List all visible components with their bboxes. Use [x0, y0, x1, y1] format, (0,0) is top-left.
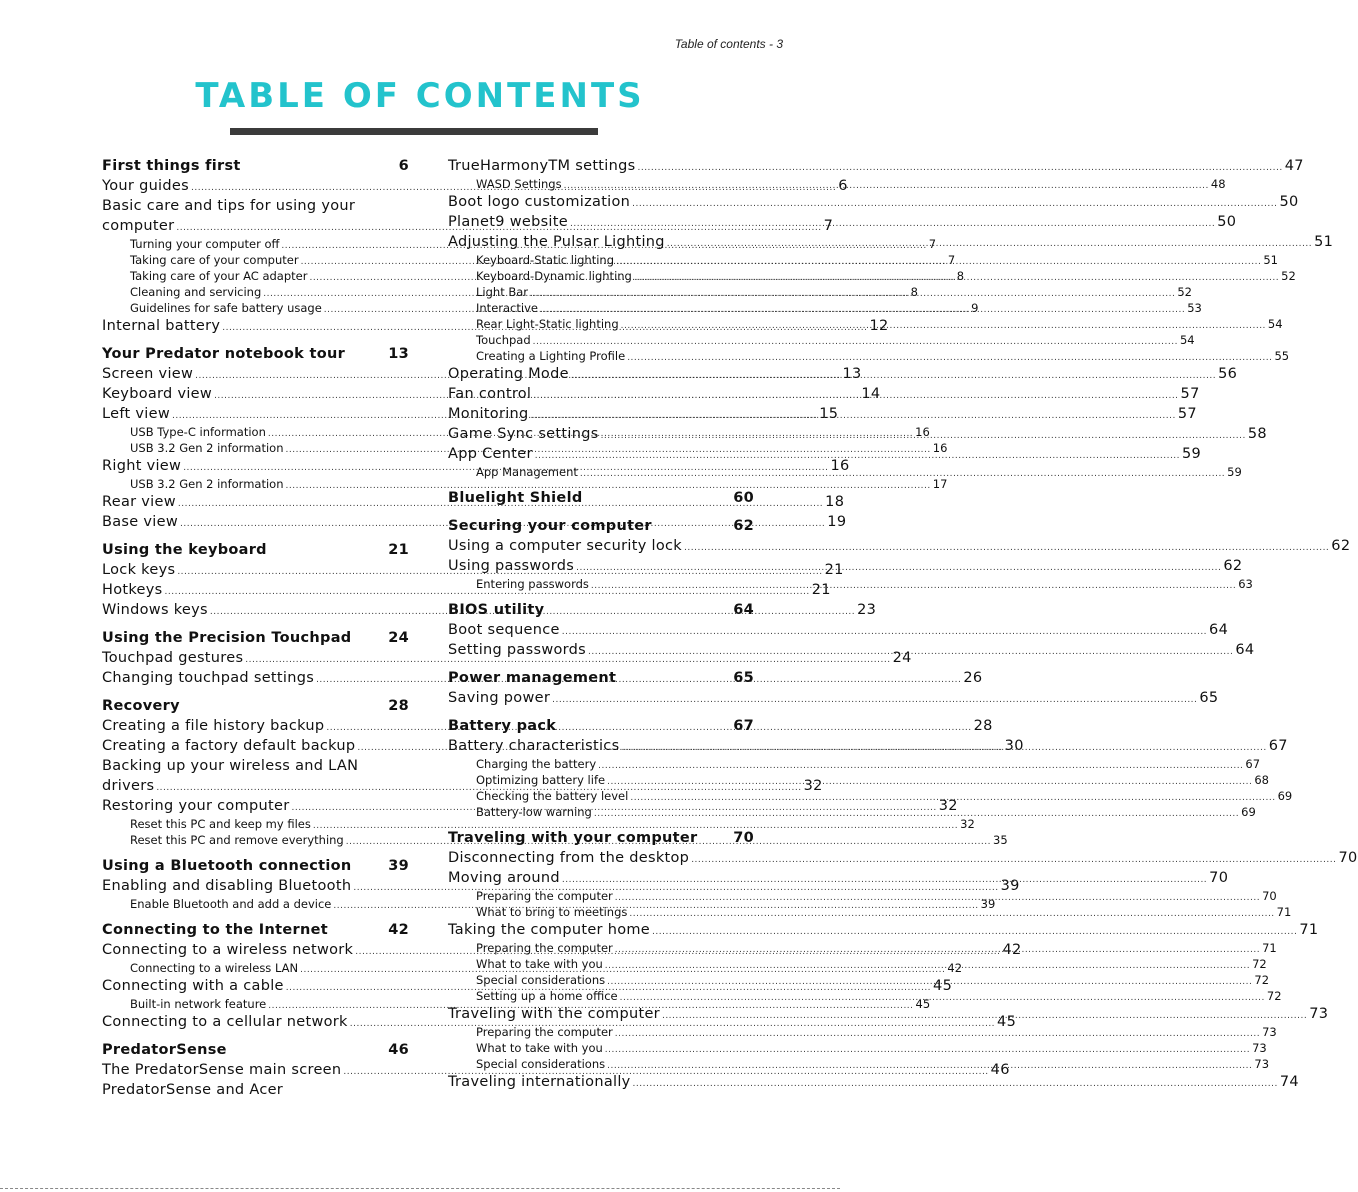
toc-section-heading[interactable]	[102, 344, 409, 364]
toc-entry-title: USB Type-C information	[130, 425, 266, 439]
toc-page-number: 74	[1279, 1074, 1299, 1090]
toc-page-number: 39	[980, 897, 996, 911]
toc-page-number: 8	[956, 269, 965, 283]
toc-dot-leader	[616, 254, 1261, 270]
toc-entry-title: Optimizing battery life	[476, 773, 606, 787]
toc-subentry[interactable]	[448, 348, 1290, 364]
toc-page-number: 57	[1177, 406, 1197, 422]
toc-page-number: 54	[1267, 317, 1283, 331]
toc-page-number: 51	[1314, 234, 1334, 250]
toc-page-number: 70	[1338, 850, 1358, 866]
toc-entry-title: Cleaning and servicing	[130, 285, 262, 299]
toc-subentry[interactable]	[448, 1040, 1267, 1056]
toc-entry-title: Base view	[102, 514, 179, 530]
toc-entry-title: Adjusting the Pulsar Lighting	[448, 234, 665, 250]
toc-page-number: 48	[1210, 177, 1226, 191]
toc-entry-title: Restoring your computer	[102, 798, 290, 814]
toc-page-number: 8	[910, 285, 918, 299]
toc-page-number: 50	[1279, 194, 1299, 210]
toc-entry[interactable]	[448, 192, 1299, 212]
toc-dot-leader	[540, 302, 1185, 318]
toc-section-heading[interactable]	[102, 1040, 409, 1060]
toc-page-number: 6	[398, 158, 409, 174]
toc-entry-title: Rear view	[102, 494, 176, 510]
toc-page-number: 63	[1238, 577, 1253, 591]
toc-page-number: 70	[1262, 889, 1277, 903]
toc-entry-title: Taking care of your AC adapter	[130, 269, 308, 283]
toc-dot-leader	[576, 558, 1221, 578]
toc-dot-leader	[607, 974, 1252, 990]
toc-entry-title: Creating a Lighting Profile	[476, 349, 626, 363]
toc-subentry[interactable]	[448, 176, 1226, 192]
toc-entry-title: Disconnecting from the desktop	[448, 850, 690, 866]
toc-page-number: 42	[947, 961, 963, 975]
toc-page-number: 67	[1245, 757, 1261, 771]
toc-page-number: 16	[830, 458, 850, 474]
toc-entry-title: computer	[102, 218, 175, 234]
toc-entry-title: Using the Precision Touchpad	[102, 630, 352, 646]
title-underline	[230, 128, 598, 135]
toc-entry[interactable]	[448, 620, 1229, 640]
toc-entry-title: Preparing the computer	[476, 889, 613, 903]
toc-page-number: 73	[1254, 1057, 1270, 1071]
toc-entry-title: Reset this PC and keep my files	[130, 817, 311, 831]
toc-dot-leader	[615, 1026, 1260, 1042]
toc-page-number: 7	[928, 237, 937, 251]
toc-entry-title: Using the keyboard	[102, 542, 267, 558]
toc-section-heading[interactable]	[102, 696, 409, 716]
toc-entry-title: Bluelight Shield	[448, 490, 583, 506]
toc-dot-leader	[601, 426, 1246, 446]
toc-subentry[interactable]	[448, 284, 1192, 300]
toc-dot-leader	[535, 446, 1180, 466]
toc-page-number: 69	[1241, 805, 1256, 819]
toc-entry-title: Using passwords	[448, 558, 575, 574]
toc-page-number: 14	[861, 386, 881, 402]
toc-entry-title: Keyboard view	[102, 386, 213, 402]
toc-page-number: 62	[733, 518, 754, 534]
toc-dot-leader	[530, 286, 1175, 302]
toc-dot-leader	[632, 194, 1277, 214]
toc-entry-title: Changing touchpad settings	[102, 670, 315, 686]
toc-entry-title: Creating a factory default backup	[102, 738, 356, 754]
toc-entry-title: Rear Light-Static lighting	[476, 317, 619, 331]
toc-entry-title: Power management	[448, 670, 617, 686]
toc-dot-leader	[552, 690, 1197, 710]
toc-entry-title: Creating a file history backup	[102, 718, 325, 734]
toc-page-number: 64	[733, 602, 754, 618]
toc-entry-line[interactable]	[102, 196, 409, 216]
toc-subentry[interactable]	[448, 788, 1293, 804]
toc-page-number: 72	[1266, 989, 1282, 1003]
toc-page-number: 65	[733, 670, 754, 686]
toc-page-number: 64	[1209, 622, 1229, 638]
toc-page-number: 42	[1002, 942, 1022, 958]
toc-page-number: 62	[1223, 558, 1243, 574]
toc-page-number: 47	[1284, 158, 1304, 174]
toc-dot-leader	[684, 538, 1329, 558]
toc-entry[interactable]	[448, 536, 1351, 556]
toc-dot-leader	[531, 406, 1176, 426]
toc-page-number: 46	[990, 1062, 1010, 1078]
toc-page-number: 67	[733, 718, 754, 734]
toc-entry-title: Right view	[102, 458, 182, 474]
toc-entry-title: Your guides	[102, 178, 189, 194]
toc-page-number: 17	[932, 477, 948, 491]
toc-section-heading[interactable]	[102, 156, 409, 176]
toc-entry-title: PredatorSense and Acer	[102, 1082, 284, 1098]
toc-page-number: 28	[388, 698, 409, 714]
toc-entry-title: Keyboard-Static lighting	[476, 253, 615, 267]
toc-entry-title: Fan control	[448, 386, 532, 402]
toc-section-heading[interactable]	[102, 540, 409, 560]
toc-entry-title: Using a computer security lock	[448, 538, 683, 554]
toc-page-number: 21	[388, 542, 409, 558]
toc-entry-title: Preparing the computer	[476, 941, 613, 955]
toc-entry-title: Recovery	[102, 698, 180, 714]
toc-page-number: 6	[838, 178, 848, 194]
toc-page-number: 18	[825, 494, 845, 510]
toc-entry-title: Setting up a home office	[476, 989, 618, 1003]
toc-page-number: 57	[1180, 386, 1200, 402]
toc-dot-leader	[621, 738, 1266, 758]
toc-page-number: 24	[892, 650, 912, 666]
toc-entry-title: Securing your computer	[448, 518, 652, 534]
running-head: Table of contents - 3	[674, 37, 783, 51]
toc-subentry[interactable]	[448, 300, 1202, 316]
toc-page-number: 12	[869, 318, 889, 334]
toc-dot-leader	[571, 366, 1216, 386]
toc-entry-title: Touchpad gestures	[102, 650, 244, 666]
toc-section-heading[interactable]	[448, 828, 754, 848]
toc-page-number: 15	[819, 406, 839, 422]
toc-entry-title: Saving power	[448, 690, 551, 706]
toc-entry[interactable]	[448, 212, 1237, 232]
toc-subentry[interactable]	[448, 268, 1296, 284]
toc-entry-title: Enabling and disabling Bluetooth	[102, 878, 352, 894]
toc-dot-leader	[564, 178, 1209, 194]
toc-entry-title: Left view	[102, 406, 170, 422]
toc-page-number: 67	[1268, 738, 1288, 754]
page-bottom-rule	[0, 1188, 840, 1189]
toc-page-number: 46	[388, 1042, 409, 1058]
toc-page-number: 70	[1209, 870, 1229, 886]
toc-entry-title: Setting passwords	[448, 642, 587, 658]
toc-entry[interactable]	[448, 232, 1334, 252]
toc-entry-title: Screen view	[102, 366, 194, 382]
toc-page-number: 73	[1252, 1041, 1267, 1055]
toc-entry-title: Monitoring	[448, 406, 529, 422]
toc-section-heading[interactable]	[448, 488, 754, 508]
toc-entry-title: Battery-low warning	[476, 805, 592, 819]
toc-entry-title: TrueHarmonyTM settings	[448, 158, 636, 174]
toc-page-number: 59	[1182, 446, 1202, 462]
toc-page-number: 62	[1331, 538, 1351, 554]
toc-dot-leader	[615, 890, 1260, 906]
toc-entry-title: Basic care and tips for using your	[102, 198, 356, 214]
toc-entry-line[interactable]	[102, 1080, 409, 1100]
toc-page-number: 73	[1262, 1025, 1277, 1039]
toc-page-number: 52	[1177, 285, 1192, 299]
toc-entry[interactable]	[448, 688, 1219, 708]
toc-page-number: 71	[1262, 941, 1277, 955]
toc-page-number: 45	[997, 1014, 1017, 1030]
toc-page-number: 56	[1218, 366, 1238, 382]
toc-page-number: 13	[842, 366, 862, 382]
toc-subentry[interactable]	[448, 756, 1261, 772]
toc-dot-leader	[627, 350, 1272, 366]
toc-page-number: 39	[1000, 878, 1020, 894]
toc-subentry[interactable]	[102, 816, 975, 832]
toc-entry-title: Hotkeys	[102, 582, 163, 598]
toc-dot-leader	[605, 1042, 1250, 1058]
toc-entry[interactable]	[448, 920, 1319, 940]
toc-page-number: 13	[388, 346, 409, 362]
toc-dot-leader	[562, 622, 1207, 642]
toc-entry-title: Moving around	[448, 870, 560, 886]
toc-dot-leader	[629, 906, 1274, 922]
toc-page-number: 54	[1179, 333, 1195, 347]
toc-dot-leader	[615, 942, 1260, 958]
toc-entry-title: Traveling with your computer	[448, 830, 698, 846]
toc-entry-title: Internal battery	[102, 318, 221, 334]
toc-page-number: 69	[1277, 789, 1293, 803]
toc-entry-title: Planet9 website	[448, 214, 568, 230]
toc-entry-title: Connecting with a cable	[102, 978, 284, 994]
toc-section-heading[interactable]	[448, 668, 754, 688]
toc-dot-leader	[570, 214, 1215, 234]
toc-page-number: 32	[938, 798, 958, 814]
toc-page-number: 16	[932, 441, 948, 455]
toc-entry-title: Operating Mode	[448, 366, 569, 382]
toc-entry-title: Turning your computer off	[130, 237, 280, 251]
toc-dot-leader	[662, 1006, 1307, 1026]
toc-section-heading[interactable]	[102, 856, 409, 876]
toc-dot-leader	[691, 850, 1336, 870]
toc-subentry[interactable]	[448, 1024, 1277, 1040]
toc-entry-title: Lock keys	[102, 562, 176, 578]
toc-page-number: 72	[1252, 957, 1267, 971]
toc-dot-leader	[605, 958, 1250, 974]
toc-dot-leader	[533, 334, 1178, 350]
toc-page-number: 35	[993, 833, 1008, 847]
toc-entry-title: Reset this PC and remove everything	[130, 833, 344, 847]
toc-entry-title: Guidelines for safe battery usage	[130, 301, 322, 315]
toc-entry[interactable]	[448, 848, 1358, 868]
toc-entry-title: First things first	[102, 158, 241, 174]
toc-dot-leader	[562, 870, 1207, 890]
toc-page-number: 60	[733, 490, 754, 506]
toc-page-number: 58	[1247, 426, 1267, 442]
toc-page-number: 32	[960, 817, 975, 831]
toc-page-number: 73	[1309, 1006, 1329, 1022]
toc-entry-title: Connecting to the Internet	[102, 922, 328, 938]
toc-page-number: 24	[388, 630, 409, 646]
toc-page-number: 71	[1299, 922, 1319, 938]
toc-page-number: 16	[915, 425, 930, 439]
toc-entry-title: Battery characteristics	[448, 738, 620, 754]
toc-page-number: 39	[388, 858, 409, 874]
toc-page-number: 53	[1187, 301, 1202, 315]
toc-entry-title: Enable Bluetooth and add a device	[130, 897, 332, 911]
toc-page-number: 72	[1254, 973, 1270, 987]
toc-section-heading[interactable]	[102, 628, 409, 648]
toc-dot-leader	[667, 234, 1312, 254]
toc-entry-title: USB 3.2 Gen 2 information	[130, 477, 284, 491]
toc-entry-title: Built-in network feature	[130, 997, 267, 1011]
toc-dot-leader	[598, 758, 1243, 774]
toc-entry-title: USB 3.2 Gen 2 information	[130, 441, 284, 455]
toc-section-heading[interactable]	[102, 920, 409, 940]
toc-entry-title: Connecting to a wireless LAN	[130, 961, 299, 975]
toc-page-number: 30	[1004, 738, 1024, 754]
toc-entry-title: Game Sync settings	[448, 426, 599, 442]
toc-page-number: 23	[857, 602, 877, 618]
toc-dot-leader	[620, 990, 1265, 1006]
toc-subentry[interactable]	[448, 332, 1195, 348]
toc-entry-title: Special considerations	[476, 1057, 606, 1071]
toc-entry-title: BIOS utility	[448, 602, 545, 618]
toc-entry-title: What to bring to meetings	[476, 905, 628, 919]
toc-dot-leader	[580, 466, 1225, 482]
toc-entry[interactable]	[448, 1072, 1299, 1092]
toc-entry-title: App Management	[476, 465, 578, 479]
toc-entry-title: Traveling internationally	[448, 1074, 631, 1090]
toc-entry-title: drivers	[102, 778, 155, 794]
toc-page-number: 55	[1274, 349, 1290, 363]
toc-subentry[interactable]	[102, 476, 948, 492]
toc-page-number: 32	[803, 778, 823, 794]
toc-dot-leader	[594, 806, 1239, 822]
toc-entry-title: Battery pack	[448, 718, 557, 734]
toc-entry-title: Light Bar	[476, 285, 529, 299]
toc-entry-title: What to take with you	[476, 957, 603, 971]
toc-entry-title: Special considerations	[476, 973, 606, 987]
toc-entry-title: Traveling with the computer	[448, 1006, 660, 1022]
toc-dot-leader	[652, 922, 1297, 942]
toc-entry-title: Checking the battery level	[476, 789, 629, 803]
toc-dot-leader	[607, 1058, 1252, 1074]
toc-section-heading[interactable]	[448, 600, 754, 620]
toc-entry-title: Charging the battery	[476, 757, 597, 771]
toc-dot-leader	[533, 386, 1178, 406]
toc-entry-title: Connecting to a cellular network	[102, 1014, 348, 1030]
toc-entry[interactable]	[448, 156, 1304, 176]
toc-page-number: 64	[1235, 642, 1255, 658]
toc-entry-title: The PredatorSense main screen	[102, 1062, 342, 1078]
toc-entry-title: Connecting to a wireless network	[102, 942, 354, 958]
toc-dot-leader	[607, 774, 1252, 790]
toc-entry-title: Boot sequence	[448, 622, 560, 638]
toc-dot-leader	[621, 318, 1266, 334]
toc-page-number: 21	[824, 562, 844, 578]
toc-entry-title: Backing up your wireless and LAN	[102, 758, 359, 774]
toc-entry-title: Touchpad	[476, 333, 531, 347]
toc-entry-title: Your Predator notebook tour	[102, 346, 346, 362]
toc-section-heading[interactable]	[448, 516, 754, 536]
toc-entry-title: Taking care of your computer	[130, 253, 299, 267]
toc-entry-title: WASD Settings	[476, 177, 562, 191]
toc-dot-leader	[588, 642, 1233, 662]
toc-page-number: 9	[971, 301, 979, 315]
toc-dot-leader	[630, 790, 1275, 806]
toc-page-number: 50	[1217, 214, 1237, 230]
toc-page-number: 68	[1254, 773, 1269, 787]
toc-page-number: 19	[827, 514, 847, 530]
toc-dot-leader	[591, 578, 1236, 594]
toc-page-number: 52	[1281, 269, 1296, 283]
toc-page-number: 42	[388, 922, 409, 938]
toc-page-number: 7	[947, 253, 956, 267]
toc-subentry[interactable]	[448, 252, 1278, 268]
page-title: TABLE OF CONTENTS	[195, 76, 645, 116]
toc-page-number: 71	[1276, 905, 1292, 919]
toc-entry-title: What to take with you	[476, 1041, 603, 1055]
toc-entry-title: Keyboard-Dynamic lighting	[476, 269, 632, 283]
toc-entry-title: Windows keys	[102, 602, 208, 618]
toc-entry-title: App Center	[448, 446, 533, 462]
toc-page-number: 45	[933, 978, 953, 994]
toc-section-heading[interactable]	[448, 716, 754, 736]
toc-entry-title: Entering passwords	[476, 577, 589, 591]
toc-dot-leader	[633, 1074, 1278, 1094]
toc-page-number: 59	[1227, 465, 1242, 479]
toc-entry-title: Interactive	[476, 301, 538, 315]
toc-entry-title: PredatorSense	[102, 1042, 227, 1058]
toc-page-number: 45	[915, 997, 931, 1011]
toc-entry-title: Taking the computer home	[448, 922, 651, 938]
toc-entry-title: Using a Bluetooth connection	[102, 858, 352, 874]
toc-entry-line[interactable]	[102, 756, 409, 776]
toc-page-number: 28	[973, 718, 993, 734]
toc-entry-title: Boot logo customization	[448, 194, 631, 210]
toc-page-number: 65	[1199, 690, 1219, 706]
toc-page-number: 7	[823, 218, 834, 234]
toc-page-number: 26	[963, 670, 983, 686]
toc-dot-leader	[637, 158, 1282, 178]
toc-entry-title: Preparing the computer	[476, 1025, 613, 1039]
toc-page-number: 51	[1263, 253, 1278, 267]
toc-page-number: 70	[733, 830, 754, 846]
toc-page-number: 21	[811, 582, 831, 598]
